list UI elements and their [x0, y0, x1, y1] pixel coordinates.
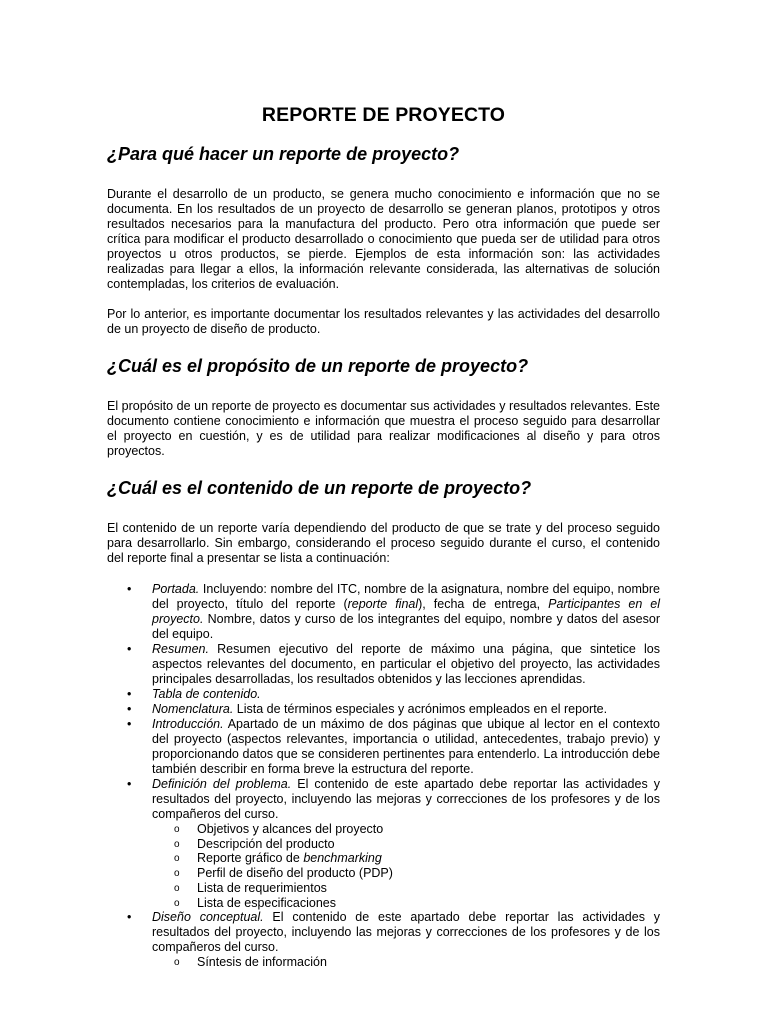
section-heading-why: ¿Para qué hacer un reporte de proyecto?: [107, 144, 460, 164]
sublist-item-emphasis: benchmarking: [303, 851, 382, 866]
item-term: Portada.: [152, 582, 200, 596]
section-heading-content: ¿Cuál es el contenido de un reporte de proyecto?: [107, 478, 532, 498]
item-term: Definición del problema.: [152, 777, 292, 791]
paragraph-content: El contenido de un reporte varía dependiendo del producto de que se trate y del proceso seguido para desarrollarlo. Sin embargo, considerando el proceso seguido durante el curso, el contenido del reporte final a presentar se lista a continuación:: [107, 521, 660, 565]
item-text: Apartado de un máximo de dos páginas que ubique al lector en el contexto del proyecto (aspectos relevantes, importancia o utilidad, antecedentes, trabajo previo) y proporcionando datos que se consideren pertinentes para entenderlo. La introducción debe también describir en forma breve la estructura del reporte.: [152, 717, 660, 776]
sublist-item: o Lista de requerimientos: [107, 881, 660, 896]
list-item-nomenclatura: [107, 702, 660, 717]
paragraph-why-1: Durante el desarrollo de un producto, se genera mucho conocimiento e información que no se documenta. En los resultados de un proyecto de desarrollo se generan planos, prototipos y otros resultados necesarios para la manufactura del producto. Pero otra información que puede ser crítica para modificar el producto desarrollado o conocimiento que pueda ser de utilidad para otros proyectos u otros productos, se pierde. Ejemplos de esta información son: las actividades realizadas para llegar a ellos, la información relevante considerada, las alternativas de solución contempladas, los criterios de evaluación.: [107, 187, 660, 291]
item-term: Nomenclatura.: [152, 702, 234, 716]
content-list: [107, 582, 660, 970]
list-item-resumen: [107, 642, 660, 687]
sublist-item: o Objetivos y alcances del proyecto: [107, 822, 660, 837]
item-text: Lista de términos especiales y acrónimos empleados en el reporte.: [233, 702, 608, 716]
sublist-item: o Descripción del producto: [107, 837, 660, 852]
list-item-introduccion: [107, 717, 660, 777]
section-heading-purpose: ¿Cuál es el propósito de un reporte de proyecto?: [107, 356, 529, 376]
item-text: Incluyendo: nombre del ITC, nombre de la asignatura, nombre del equipo, nombre del proyecto, título del reporte (: [152, 582, 660, 611]
item-term: Introducción.: [152, 717, 224, 731]
paragraph-why-2: Por lo anterior, es importante documentar los resultados relevantes y las actividades del desarrollo de un proyecto de diseño de producto.: [107, 307, 660, 336]
item-text: ), fecha de entrega,: [418, 597, 549, 611]
sublist-item: [107, 851, 660, 866]
list-item-diseno: [107, 910, 660, 970]
item-text: El contenido de este apartado debe reportar las actividades y resultados del proyecto, incluyendo las mejoras y correcciones de los profesores y de los compañeros del curso.: [152, 777, 660, 821]
paragraph-purpose: El propósito de un reporte de proyecto es documentar sus actividades y resultados relevantes. Este documento contiene conocimiento e información que muestra el proceso seguido para desarrollar el proyecto en cuestión, y es de utilidad para realizar modificaciones al diseño y para otros proyectos.: [107, 399, 660, 458]
sublist-diseno: [107, 955, 660, 970]
list-item-portada: [107, 582, 660, 642]
item-text: Resumen ejecutivo del reporte de máximo una página, que sintetice los aspectos relevantes del documento, en particular el objetivo del proyecto, las actividades principales desarrolladas, los resultados obtenidos y las lecciones aprendidas.: [152, 642, 660, 686]
document-title: REPORTE DE PROYECTO: [261, 104, 506, 126]
item-term: Resumen.: [152, 642, 209, 656]
list-item-definicion: [107, 777, 660, 910]
item-text: El contenido de este apartado debe reportar las actividades y resultados del proyecto, incluyendo las mejoras y correcciones de los profesores y de los compañeros del curso.: [152, 910, 660, 955]
list-item-tabla: [107, 687, 660, 702]
sublist-item: o Síntesis de información: [107, 955, 660, 970]
sublist-item: o Lista de especificaciones: [107, 896, 660, 911]
sublist-wrapper: [107, 822, 660, 910]
item-emphasis: reporte final: [347, 597, 419, 611]
sublist-item-text: Reporte gráfico de: [197, 851, 304, 866]
item-term: Diseño conceptual.: [152, 910, 264, 925]
item-text: Nombre, datos y curso de los integrantes del equipo, nombre y datos del asesor del equipo.: [152, 612, 660, 641]
item-term: Tabla de contenido.: [152, 687, 261, 701]
sublist-item: o Perfil de diseño del producto (PDP): [107, 866, 660, 881]
item-emphasis: Participantes en el proyecto.: [152, 597, 660, 626]
sublist-definicion: [107, 822, 660, 910]
sublist-wrapper: [107, 955, 660, 970]
